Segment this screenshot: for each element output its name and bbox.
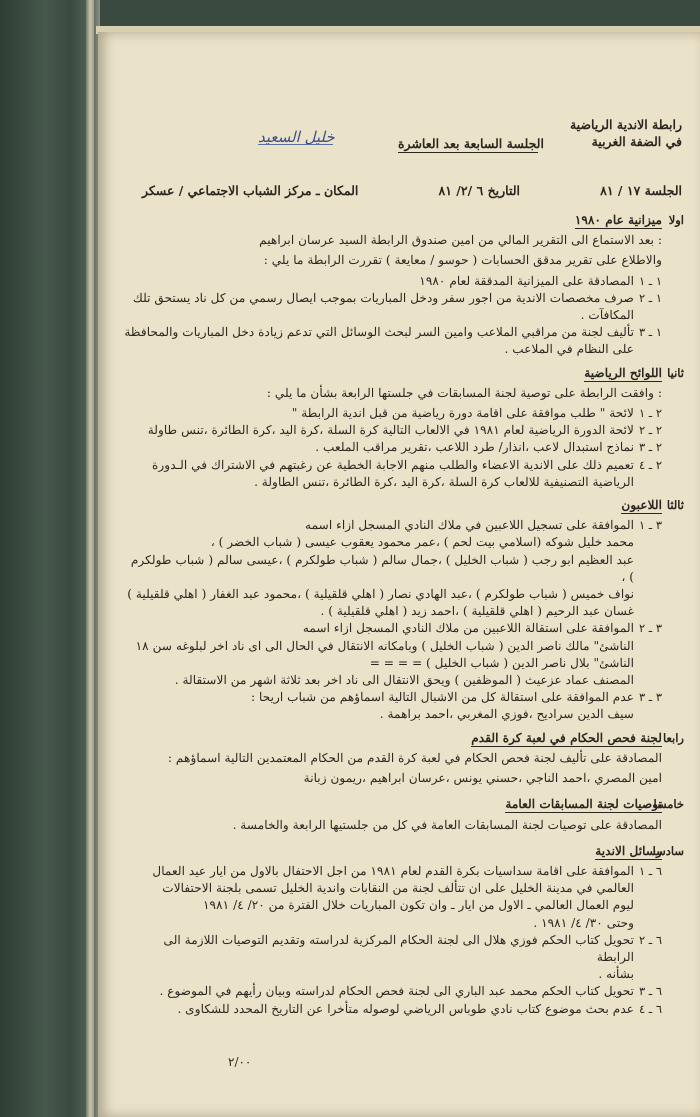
section-label: خامسا xyxy=(653,797,684,812)
section-label: ثانيا xyxy=(667,365,684,380)
item-line: صرف مخصصات الاندية من اجور سفر ودخل المباريات بموجب ايصال رسمي من كل ناد يستحق تلك xyxy=(132,290,634,305)
meeting-place: المكان ـ مركز الشباب الاجتماعي / عسكر xyxy=(142,183,359,198)
handwritten-note: خليل السعيد xyxy=(258,128,335,146)
item-line: وحتى ٣٠/ ٤/ ١٩٨١ . xyxy=(533,915,634,930)
minutes-body xyxy=(124,212,684,1024)
section-body xyxy=(124,365,662,491)
resolution-item xyxy=(124,620,662,689)
session-title: الجلسة السابعة بعد العاشرة xyxy=(398,136,544,151)
resolution-item xyxy=(124,273,662,290)
section-intro-line: : وافقت الرابطة على توصية لجنة المسابقات في جلستها الرابعة بشأن ما يلي : xyxy=(266,385,662,400)
item-line: عدم الموافقة على استقالة كل من الاشبال التالية اسماؤهم من شباب اريحا : xyxy=(251,690,634,705)
section-title xyxy=(124,843,662,860)
resolution-item xyxy=(124,983,662,1000)
session-title-underline xyxy=(398,152,538,153)
item-number: ٢ ـ ٣ xyxy=(638,440,662,455)
item-number: ٢ ـ ٢ xyxy=(638,423,662,438)
item-line: المصادقة على الميزانية المدققة لعام ١٩٨٠ xyxy=(419,273,634,288)
page-number: ٢/٠٠ xyxy=(228,1055,252,1069)
item-number: ١ ـ ٢ xyxy=(638,290,662,305)
resolution-item xyxy=(124,405,662,422)
section-head xyxy=(124,212,684,359)
item-line: عبد العظيم ابو رجب ( شباب الخليل ) ،جمال سالم ( شباب طولكرم ) ،عيسى سالم ( شباب طولكرم ) ، xyxy=(130,552,634,584)
item-text xyxy=(124,422,634,439)
item-line: المكافآت . xyxy=(580,308,634,323)
section-intro-line: : بعد الاستماع الى التقرير المالي من امين صندوق الرابطة السيد عرسان ابراهيم xyxy=(259,233,662,248)
section-body xyxy=(124,796,662,836)
item-text xyxy=(124,439,634,456)
item-line: الرياضية التصنيفية للالعاب كرة السلة ،كرة اليد ،كرة الطائرة ،تنس الطاولة . xyxy=(254,474,634,489)
section-body xyxy=(124,843,662,1018)
binding-edge xyxy=(86,0,94,1117)
section-title xyxy=(124,796,662,813)
item-line: تحويل كتاب الحكم محمد عبد الباري الى لجنة فحص الحكام لدراسته وبيان رأيهم في الموضوع . xyxy=(159,984,634,999)
item-text xyxy=(124,689,634,723)
minutes-section xyxy=(124,212,684,359)
minutes-section xyxy=(124,843,684,1018)
item-number: ١ ـ ٣ xyxy=(638,325,662,340)
item-number: ٣ ـ ١ xyxy=(638,518,662,533)
item-number: ٦ ـ ٣ xyxy=(638,984,662,999)
item-line: سيف الدين سراديح ،فوزي المغربي ،احمد براهمة . xyxy=(379,707,634,722)
item-number: ٦ ـ ٢ xyxy=(638,932,662,947)
section-label: رابعا xyxy=(662,730,684,745)
item-line: تحويل كتاب الحكم فوزي هلال الى لجنة الحكام المركزية لدراسته وتقديم التوصيات اللازمة الى الرابطة xyxy=(163,932,634,964)
item-line: ليوم العمال العالمي ـ الاول من ايار ـ وان تكون المباريات خلال الفترة من ٢٠/ ٤/ ١٩٨١ xyxy=(203,898,634,913)
item-line: بشأنه . xyxy=(598,967,634,982)
section-title xyxy=(124,497,662,514)
item-text xyxy=(124,863,634,932)
item-line: الموافقة على تسجيل اللاعبين في ملاك النادي المسجل ازاء اسمه xyxy=(305,518,634,533)
document-page xyxy=(98,32,700,1117)
resolution-item xyxy=(124,1001,662,1018)
minutes-section xyxy=(124,730,684,791)
section-head xyxy=(124,497,684,724)
item-line: لائحة الدورة الرياضية لعام ١٩٨١ في الالعاب التالية كرة السلة ،كرة اليد ،كرة الطائرة ،تنس طاولة xyxy=(147,423,634,438)
meeting-date: التاريخ ٦ /٢/ ٨١ xyxy=(438,183,521,198)
section-label: ثالثا xyxy=(666,498,684,513)
meeting-meta xyxy=(142,182,682,199)
item-number: ٣ ـ ٢ xyxy=(638,621,662,636)
section-intro-line: المصادقة على تأليف لجنة فحص الحكام في لعبة كرة القدم من الحكام المعتمدين التالية اسماؤهم : xyxy=(167,750,662,765)
section-title-text: توصيات لجنة المسابقات العامة xyxy=(505,797,662,812)
section-intro-line: امين المصري ،احمد الناجي ،حسني يونس ،عرسان ابراهيم ،ريمون زبانة xyxy=(303,771,662,786)
resolution-item xyxy=(124,863,662,932)
item-line: الناشئ" بلال ناصر الدين ( شباب الخليل ) = = = = xyxy=(369,655,634,670)
item-text xyxy=(124,932,634,984)
item-line: نماذج استبدال لاعب ،انذار/ طرد اللاعب ،تقرير مراقب الملعب . xyxy=(315,440,634,455)
minutes-section xyxy=(124,365,684,491)
section-head xyxy=(124,843,684,1018)
item-text xyxy=(124,290,634,324)
item-text xyxy=(124,517,634,620)
item-text xyxy=(124,983,634,1000)
section-title-text: اللاعبون xyxy=(621,498,662,513)
section-title-text: لجنة فحص الحكام في لعبة كرة القدم xyxy=(471,730,662,745)
section-body xyxy=(124,730,662,791)
org-header xyxy=(570,116,682,150)
section-title-text: اللوائح الرياضية xyxy=(584,365,662,380)
item-number: ٣ ـ ٣ xyxy=(638,690,662,705)
item-line: على النظام في الملاعب . xyxy=(504,342,634,357)
item-text xyxy=(124,273,634,290)
section-head xyxy=(124,730,684,791)
minutes-section xyxy=(124,497,684,724)
section-title xyxy=(124,365,662,382)
section-head xyxy=(124,365,684,491)
item-line: تعميم ذلك على الاندية الاعضاء والطلب منهم الاجابة الخطية عن رغبتهم في الاشتراك في الـدورة xyxy=(152,457,634,472)
item-line: العالمي في مدينة الخليل على ان تتألف لجنة من النقابات واندية الخليل تسمى بلجنة الاحتفالات xyxy=(162,881,634,896)
item-number: ٢ ـ ٤ xyxy=(638,457,662,472)
item-text xyxy=(124,324,634,358)
resolution-item xyxy=(124,457,662,491)
item-line: نواف خميس ( شباب طولكرم ) ،عبد الهادي نصار ( اهلي قلقيلية ) ،محمود عبد الغفار ( اهلي قلقيلية ) xyxy=(127,587,634,602)
section-title xyxy=(124,212,662,229)
section-intro-line: المصادقة على توصيات لجنة المسابقات العامة في كل من جلستيها الرابعة والخامسة . xyxy=(232,817,662,832)
section-label: اولا xyxy=(668,213,684,227)
item-text xyxy=(124,1001,634,1018)
section-body xyxy=(124,212,662,359)
item-line: عدم بحث موضوع كتاب نادي طوباس الرياضي لوصوله متأخرا عن التاريخ المحدد للشكاوى . xyxy=(177,1001,634,1016)
resolution-item xyxy=(124,689,662,723)
section-body xyxy=(124,497,662,724)
item-line: لائحة " طلب موافقة على اقامة دورة رياضية من قبل اندية الرابطة " xyxy=(291,406,634,421)
section-intro-line: والاطلاع على تقرير مدقق الحسابات ( حوسو / معايعة ) تقررت الرابطة ما يلي : xyxy=(263,253,662,268)
session-number: الجلسة ١٧ / ٨١ xyxy=(600,183,682,198)
org-name: رابطة الاندية الرياضية xyxy=(569,117,682,132)
section-title xyxy=(124,730,662,747)
item-text xyxy=(124,457,634,491)
item-line: غسان عبد الرحيم ( اهلي قلقيلية ) ،احمد زيد ( اهلي قلقيلية ) . xyxy=(320,604,634,619)
org-region: في الضفة الغربية xyxy=(591,134,682,149)
item-text xyxy=(124,405,634,422)
item-line: تأليف لجنة من مراقبي الملاعب وامين السر لبحث الوسائل التي تدعم زيادة دخل المباريات والمحافظة xyxy=(124,325,634,340)
section-head xyxy=(124,796,684,836)
item-text xyxy=(124,620,634,689)
item-line: المصنف عماد عزعيث ( الموظفين ) ويحق الانتقال الى ناد اخر بعد ثلاثة اشهر من الاستقالة . xyxy=(174,673,634,688)
resolution-item xyxy=(124,932,662,984)
resolution-item xyxy=(124,290,662,324)
section-title-text: رسائل الاندية xyxy=(595,843,662,858)
item-number: ٦ ـ ٤ xyxy=(638,1001,662,1016)
item-number: ١ ـ ١ xyxy=(638,273,662,288)
item-number: ٢ ـ ١ xyxy=(638,406,662,421)
resolution-item xyxy=(124,517,662,620)
minutes-section xyxy=(124,796,684,836)
resolution-item xyxy=(124,439,662,456)
item-line: الموافقة على استقالة اللاعبين من ملاك النادي المسجل ازاء اسمه xyxy=(302,621,634,636)
handwritten-underline xyxy=(258,144,333,145)
section-label: سادسا xyxy=(652,843,684,858)
item-line: محمد خليل شوكه (اسلامي بيت لحم ) ،عمر محمود يعقوب عيسى ( شباب الخضر ) ، xyxy=(210,535,634,550)
item-line: الموافقة على اقامة سداسيات بكرة القدم لعام ١٩٨١ من اجل الاحتفال بالاول من ايار عيد العمال xyxy=(152,863,634,878)
section-title-text: ميزانية عام ١٩٨٠ xyxy=(574,213,662,227)
resolution-item xyxy=(124,324,662,358)
resolution-item xyxy=(124,422,662,439)
book-binding xyxy=(0,0,100,1117)
item-number: ٦ ـ ١ xyxy=(638,863,662,878)
item-line: الناشئ" مالك ناصر الدين ( شباب الخليل ) وبامكانه الانتقال في الحال الى اى ناد اخر لبلوغه سن ١٨ xyxy=(135,638,634,653)
